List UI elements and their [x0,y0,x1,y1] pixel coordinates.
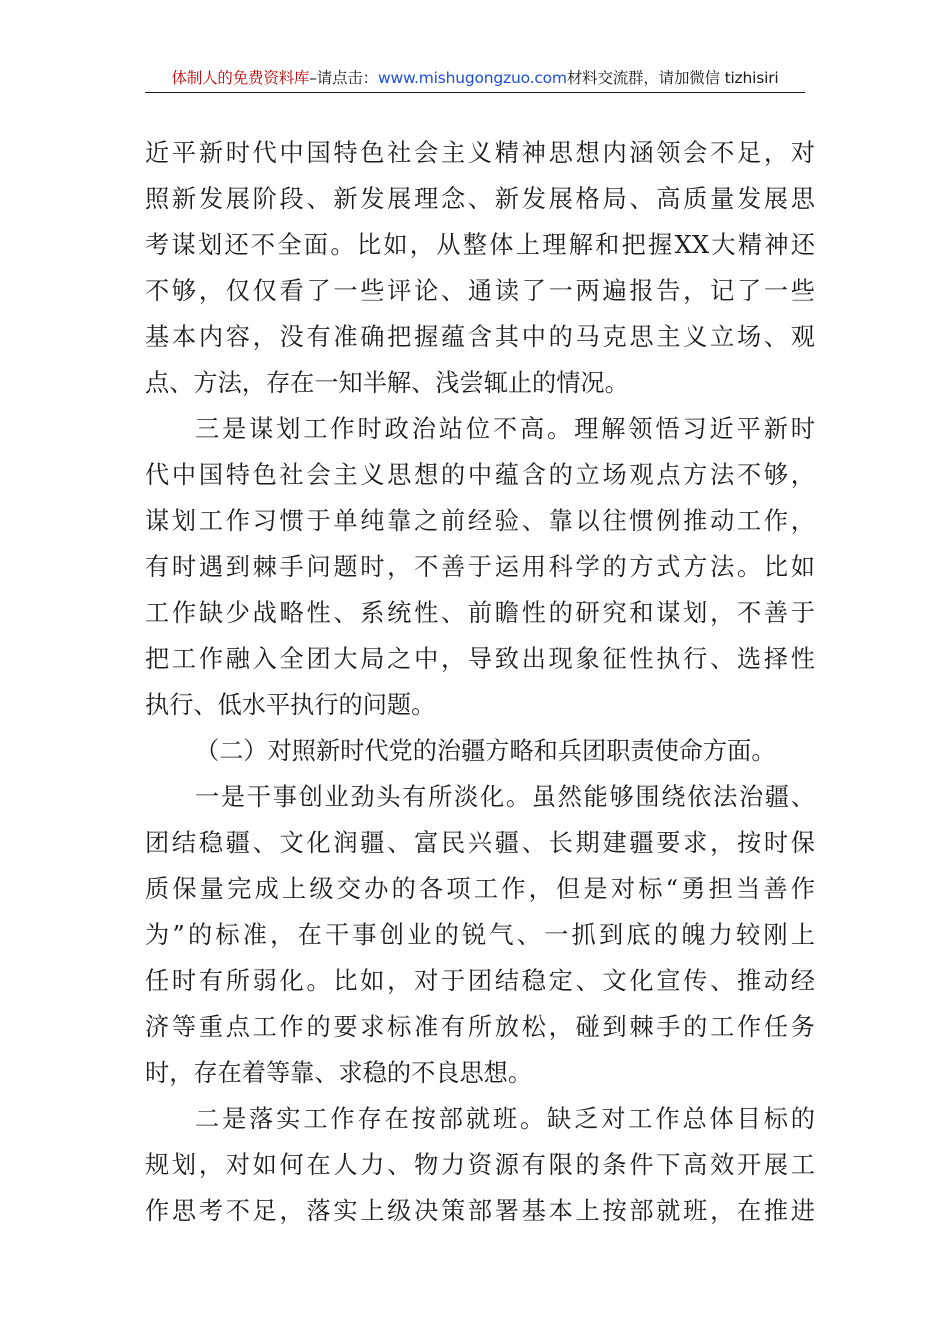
paragraph-start-line: 三是谋划工作时政治站位不高。理解领悟习近平新时 [195,415,815,443]
text-line: 有时遇到棘手问题时，不善于运用科学的方式方法。比如 [145,553,815,581]
document-body [145,130,815,1234]
text-line: 作思考不足，落实上级决策部署基本上按部就班，在推进 [145,1197,815,1225]
text-line: 谋划工作习惯于单纯靠之前经验、靠以往惯例推动工作， [145,507,815,535]
header-separator: –请点击： [309,69,378,87]
text-line: 考谋划还不全面。比如，从整体上理解和把握XX大精神还 [145,231,815,259]
text-line: 质保量完成上级交办的各项工作，但是对标“勇担当善作 [145,875,815,903]
text-line: 规划，对如何在人力、物力资源有限的条件下高效开展工 [145,1151,815,1179]
header-url-link[interactable]: www.mishugongzuo.com [377,69,567,87]
text-line: 近平新时代中国特色社会主义精神思想内涵领会不足，对 [145,139,815,167]
text-line: 济等重点工作的要求标准有所放松，碰到棘手的工作任务 [145,1013,815,1041]
text-line: 不够，仅仅看了一些评论、通读了一两遍报告，记了一些 [145,277,815,305]
section-heading: （二）对照新时代党的治疆方略和兵团职责使命方面。 [195,737,776,765]
text-line: 基本内容，没有准确把握蕴含其中的马克思主义立场、观 [145,323,815,351]
paragraph-start-line: 一是干事创业劲头有所淡化。虽然能够围绕依法治疆、 [195,783,815,811]
page-header [145,66,805,93]
text-line: 工作缺少战略性、系统性、前瞻性的研究和谋划，不善于 [145,599,815,627]
header-contact: 材料交流群，请加微信 tizhisiri [566,69,779,87]
paragraph-start-line: 二是落实工作存在按部就班。缺乏对工作总体目标的 [195,1105,815,1133]
text-line: 执行、低水平执行的问题。 [145,691,436,719]
text-line: 任时有所弱化。比如，对于团结稳定、文化宣传、推动经 [145,967,815,995]
text-line: 照新发展阶段、新发展理念、新发展格局、高质量发展思 [145,185,815,213]
text-line: 团结稳疆、文化润疆、富民兴疆、长期建疆要求，按时保 [145,829,815,857]
text-line: 为”的标准，在干事创业的锐气、一抓到底的魄力较刚上 [145,921,815,949]
text-line: 时，存在着等靠、求稳的不良思想。 [145,1059,533,1087]
text-line: 点、方法，存在一知半解、浅尝辄止的情况。 [145,369,629,397]
text-line: 代中国特色社会主义思想的中蕴含的立场观点方法不够， [145,461,815,489]
text-line: 把工作融入全团大局之中，导致出现象征性执行、选择性 [145,645,815,673]
header-brand: 体制人的免费资料库 [171,69,310,87]
